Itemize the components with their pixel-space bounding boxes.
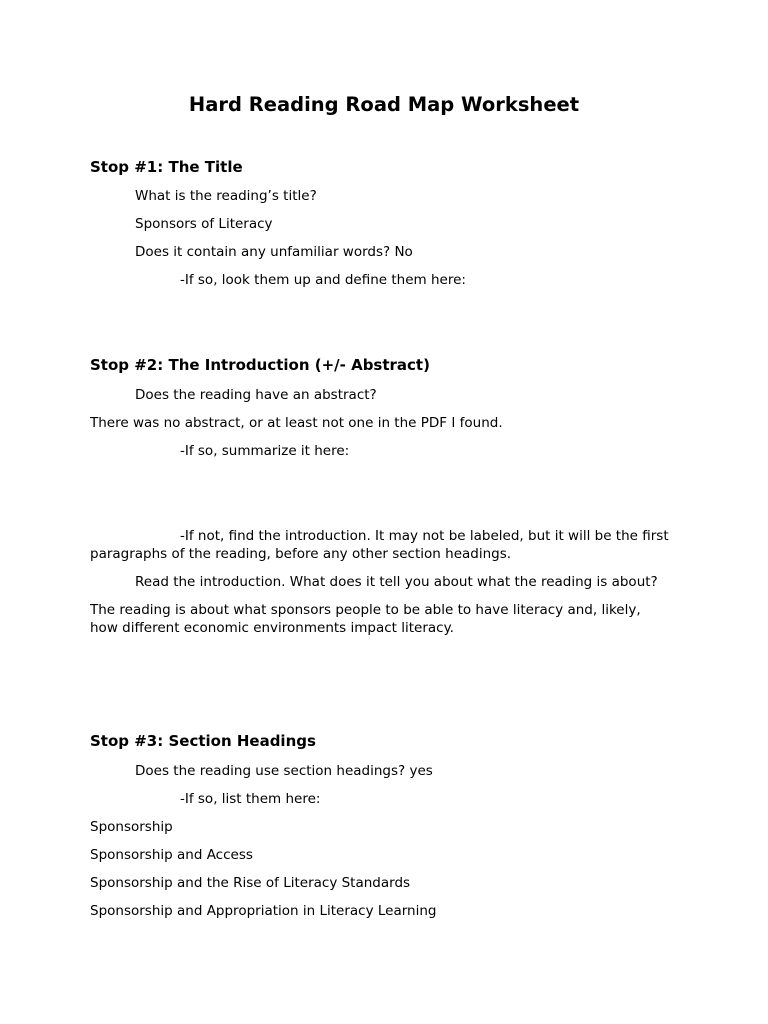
stop1-define-prompt: -If so, look them up and define them here: xyxy=(180,272,466,288)
stop2-if-not-paragraph xyxy=(90,527,680,563)
section-heading-item: Sponsorship xyxy=(90,819,173,835)
section-heading-item: Sponsorship and the Rise of Literacy Standards xyxy=(90,875,411,891)
section-heading-item: Sponsorship and Access xyxy=(90,847,253,863)
stop2-summarize-prompt: -If so, summarize it here: xyxy=(180,443,350,459)
section-heading-item: Sponsorship and Appropriation in Literacy Learning xyxy=(90,903,437,919)
page-title: Hard Reading Road Map Worksheet xyxy=(188,93,580,116)
stop2-abstract-question: Does the reading have an abstract? xyxy=(135,387,377,403)
stop1-title-question: What is the reading’s title? xyxy=(135,188,317,204)
stop2-heading: Stop #2: The Introduction (+/- Abstract) xyxy=(90,356,430,374)
stop3-list-prompt: -If so, list them here: xyxy=(180,791,321,807)
stop3-heading: Stop #3: Section Headings xyxy=(90,732,316,750)
stop3-headings-question: Does the reading use section headings? yes xyxy=(135,763,433,779)
stop1-heading: Stop #1: The Title xyxy=(90,158,243,176)
stop2-intro-question: Read the introduction. What does it tell you about what the reading is about? xyxy=(135,574,658,590)
stop2-if-not-text: -If not, find the introduction. It may not be labeled, but it will be the first paragraphs of the reading, before any other section headings. xyxy=(90,528,669,562)
stop2-abstract-answer: There was no abstract, or at least not one in the PDF I found. xyxy=(90,415,503,431)
stop2-intro-answer: The reading is about what sponsors people to be able to have literacy and, likely, how different economic environments impact literacy. xyxy=(90,602,641,636)
stop1-unfamiliar-question: Does it contain any unfamiliar words? No xyxy=(135,244,413,260)
stop1-title-answer: Sponsors of Literacy xyxy=(135,216,273,232)
